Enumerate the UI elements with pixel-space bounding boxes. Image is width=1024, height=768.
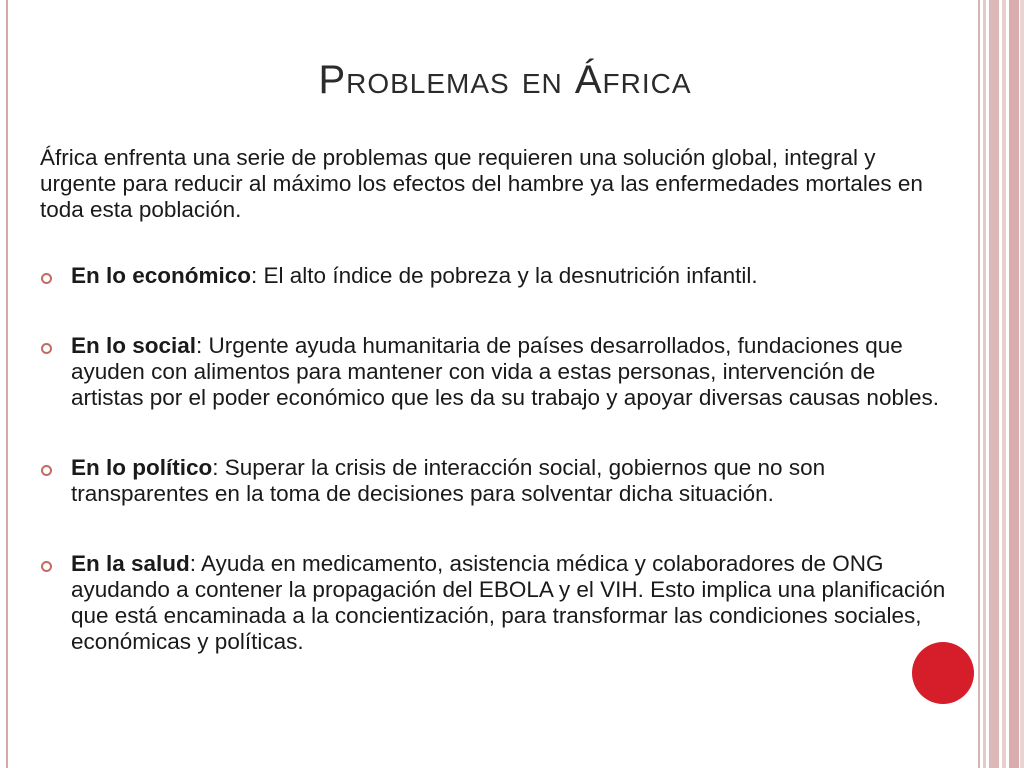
circle-bullet-icon <box>41 561 52 572</box>
intro-paragraph: África enfrenta una serie de problemas que requieren una solución global, integral y urgente para reducir al máximo los efectos del hambre ya las enfermedades mortales en toda esta población. <box>40 145 923 222</box>
bullet-label: En lo social <box>71 333 197 358</box>
bullet-text: : El alto índice de pobreza y la desnutrición infantil. <box>251 263 758 288</box>
bullet-text: : Ayuda en medicamento, asistencia médica y colaboradores de ONG ayudando a contener la propagación del EBOLA y el VIH. Esto implica una planificación que está encaminada a la concientización, para transformar las condiciones sociales, económicas y políticas. <box>71 551 946 654</box>
bullet-economico <box>40 263 950 289</box>
bullet-list <box>40 263 950 655</box>
red-circle-decoration <box>912 642 974 704</box>
circle-bullet-icon <box>41 343 52 354</box>
bullet-label: En la salud <box>71 551 190 576</box>
right-stripe <box>983 0 986 768</box>
right-stripe <box>1020 0 1024 768</box>
right-stripe <box>989 0 999 768</box>
bullet-salud <box>40 551 950 655</box>
bullet-text: : Superar la crisis de interacción social, gobiernos que no son transparentes en la toma de decisiones para solventar dicha situación. <box>71 455 826 506</box>
bullet-politico <box>40 455 950 507</box>
right-stripe <box>978 0 980 768</box>
slide-title: Problemas en África <box>318 58 692 102</box>
right-stripe <box>1002 0 1006 768</box>
bullet-social <box>40 333 950 411</box>
circle-bullet-icon <box>41 465 52 476</box>
right-stripe <box>1009 0 1019 768</box>
circle-bullet-icon <box>41 273 52 284</box>
bullet-text: : Urgente ayuda humanitaria de países desarrollados, fundaciones que ayuden con alimentos para mantener con vida a estas personas, intervención de artistas por el poder económico que les da su trabajo y apoyar diversas causas nobles. <box>71 333 939 410</box>
bullet-label: En lo político <box>71 455 213 480</box>
left-border-line <box>6 0 8 768</box>
bullet-label: En lo económico <box>71 263 252 288</box>
